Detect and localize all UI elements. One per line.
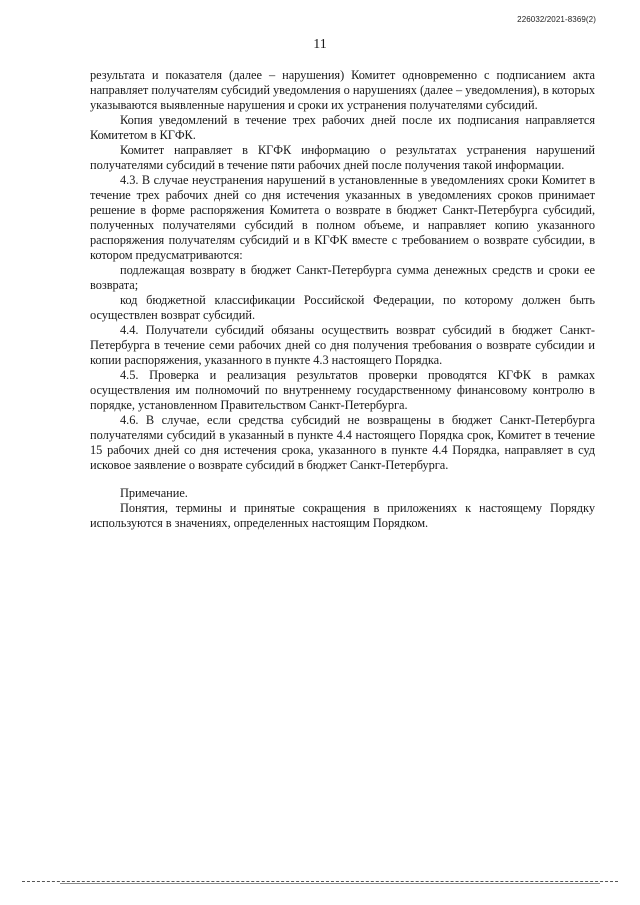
footer-scan-line-secondary	[60, 883, 600, 884]
page-number: 11	[313, 37, 327, 52]
paragraph-4-4: 4.4. Получатели субсидий обязаны осуществить возврат субсидий в бюджет Санкт-Петербурга в течение семи рабочих дней со дня получения требования о возврате субсидии и копии распоряжения, указанного в пункте 4.3 настоящего Порядка.	[90, 323, 595, 367]
document-body	[90, 68, 595, 531]
spacer	[90, 473, 595, 486]
footer-scan-line	[22, 881, 618, 882]
paragraph-amount-to-return: подлежащая возврату в бюджет Санкт-Петербурга сумма денежных средств и сроки ее возврата;	[90, 263, 595, 292]
document-registration-number: 226032/2021-8369(2)	[517, 15, 596, 24]
note-text: Понятия, термины и принятые сокращения в приложениях к настоящему Порядку используются в значениях, определенных настоящим Порядком.	[90, 501, 595, 530]
paragraph-committee-info: Комитет направляет в КГФК информацию о результатах устранения нарушений получателями субсидий в течение пяти рабочих дней после получения такой информации.	[90, 143, 595, 172]
paragraph-4-6: 4.6. В случае, если средства субсидий не возвращены в бюджет Санкт-Петербурга получателями субсидий в указанный в пункте 4.4 настоящего Порядка срок, Комитет в течение 15 рабочих дней со дня истечения срока, указанного в пункте 4.4 Порядка, направляет в суд исковое заявление о возврате субсидий в бюджет Санкт-Петербурга.	[90, 413, 595, 472]
paragraph-copy-notices: Копия уведомлений в течение трех рабочих дней после их подписания направляется Комитетом в КГФК.	[90, 113, 595, 142]
note-heading: Примечание.	[120, 486, 188, 500]
paragraph-4-3: 4.3. В случае неустранения нарушений в установленные в уведомлениях сроки Комитет в течение трех рабочих дней со дня истечения указанных в уведомлениях сроков принимает решение в форме распоряжения Комитета о возврате в бюджет Санкт-Петербурга субсидий, полученных получателями субсидий в полном объеме, и направляет копию указанного распоряжения получателям субсидий и в КГФК вместе с требованием о возврате субсидии, в котором предусматриваются:	[90, 173, 595, 262]
paragraph-budget-code: код бюджетной классификации Российской Федерации, по которому должен быть осуществлен возврат субсидий.	[90, 293, 595, 322]
paragraph-4-5: 4.5. Проверка и реализация результатов проверки проводятся КГФК в рамках осуществления им полномочий по внутреннему государственному финансовому контролю в порядке, установленном Правительством Санкт-Петербурга.	[90, 368, 595, 412]
paragraph-continuation: результата и показателя (далее – нарушения) Комитет одновременно с подписанием акта направляет получателям субсидий уведомления о нарушениях (далее – уведомления), в которых указываются выявленные нарушения и сроки их устранения получателями субсидий.	[90, 68, 595, 112]
